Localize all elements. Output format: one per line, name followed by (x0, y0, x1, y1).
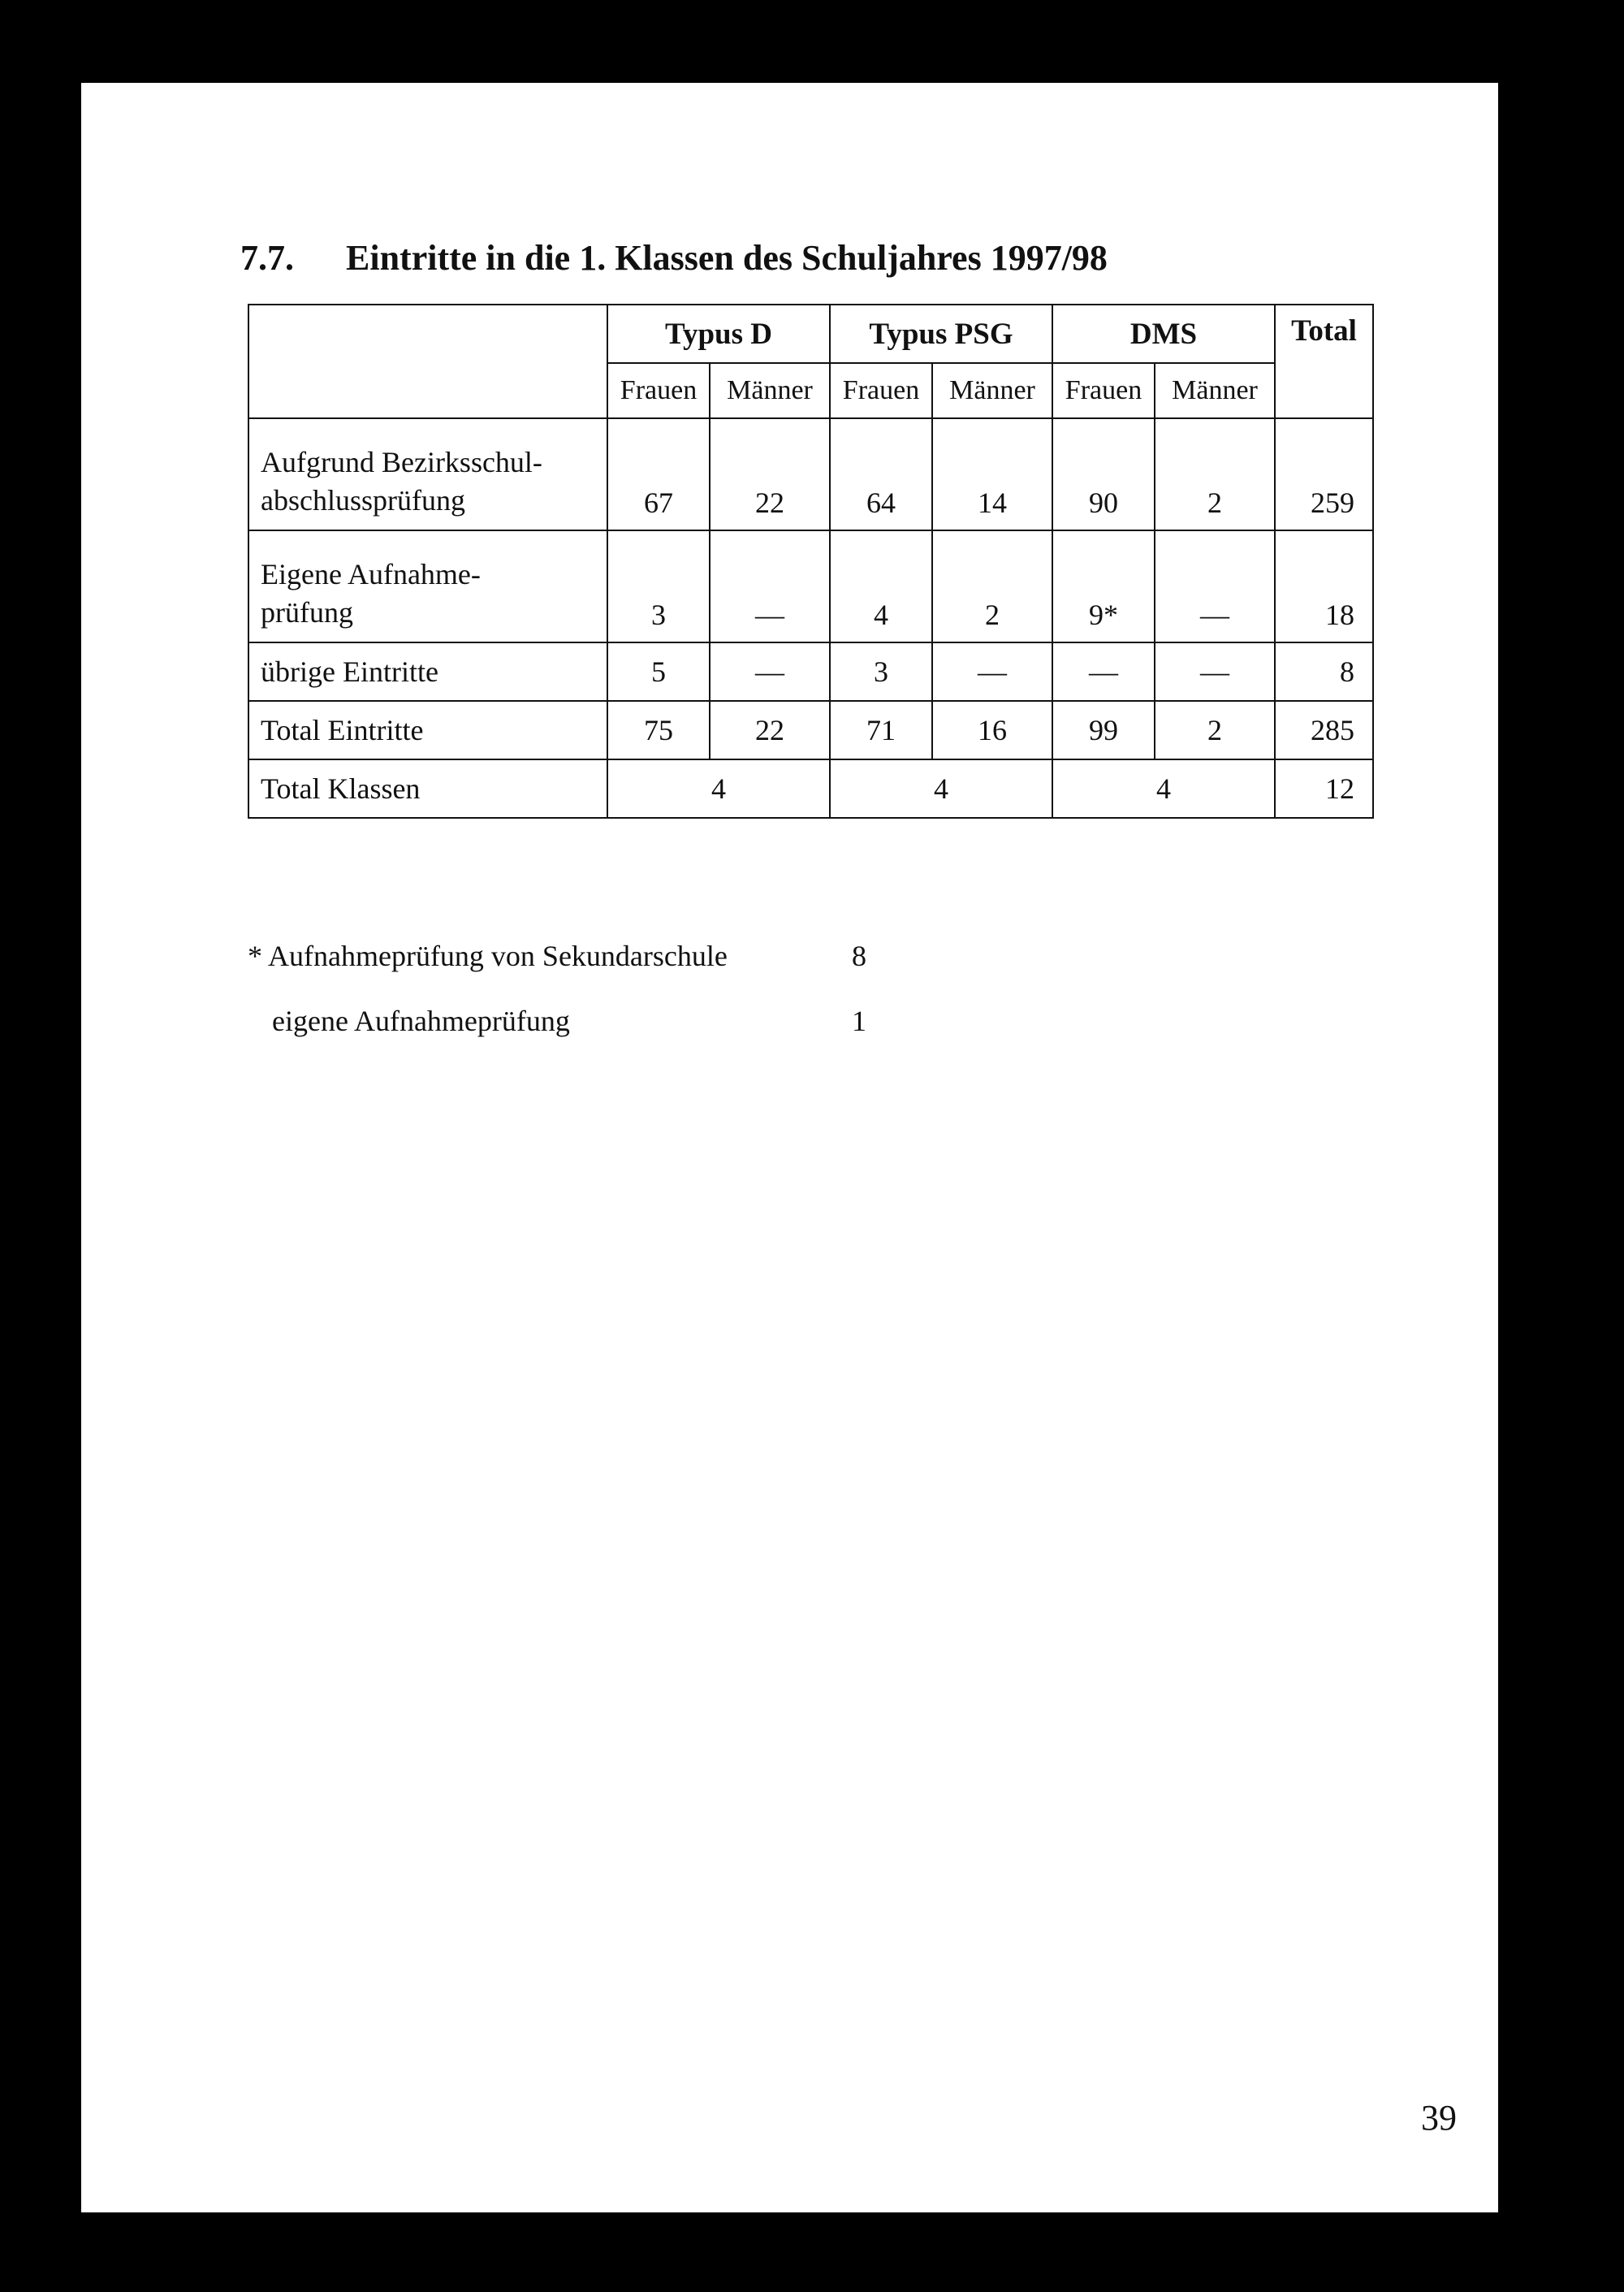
row-label: übrige Eintritte (248, 642, 607, 701)
table-cell: 22 (710, 701, 830, 759)
sub-header-cell: Frauen (607, 363, 710, 418)
row-label: Aufgrund Bezirksschul- abschlussprüfung (248, 418, 607, 530)
row-total: 12 (1275, 759, 1373, 818)
sub-header-cell: Männer (710, 363, 830, 418)
row-total: 8 (1275, 642, 1373, 701)
footnote-value: 1 (852, 1005, 866, 1037)
table-cell: 5 (607, 642, 710, 701)
header-dms: DMS (1052, 305, 1275, 363)
table-cell: 4 (830, 530, 932, 642)
table-cell: — (1155, 530, 1275, 642)
table-row (248, 530, 1373, 642)
table-cell: 75 (607, 701, 710, 759)
table-cell: 4 (1052, 759, 1275, 818)
footnote (248, 923, 866, 988)
row-total: 285 (1275, 701, 1373, 759)
header-typus-d: Typus D (607, 305, 830, 363)
row-total: 18 (1275, 530, 1373, 642)
table-cell: 3 (830, 642, 932, 701)
header-total: Total (1275, 305, 1373, 418)
table-cell: — (710, 642, 830, 701)
header-typus-psg: Typus PSG (830, 305, 1052, 363)
table-cell: — (1155, 642, 1275, 701)
table-cell: 4 (607, 759, 830, 818)
footnotes (248, 923, 866, 1053)
table-cell: 4 (830, 759, 1052, 818)
table-cell: — (932, 642, 1052, 701)
table-row (248, 642, 1373, 701)
table-cell: 71 (830, 701, 932, 759)
table-cell: 9* (1052, 530, 1155, 642)
row-label: Total Eintritte (248, 701, 607, 759)
table-cell: 3 (607, 530, 710, 642)
section-title: Eintritte in die 1. Klassen des Schuljahres 1997/98 (346, 238, 1108, 278)
sub-header-cell: Männer (1155, 363, 1275, 418)
table-cell: 64 (830, 418, 932, 530)
admissions-table (248, 304, 1374, 819)
group-header-row (248, 305, 1373, 363)
footnote-value: 8 (852, 940, 866, 972)
section-number: 7.7. (240, 238, 294, 278)
footnote-label: * Aufnahmeprüfung von Sekundarschule (248, 940, 728, 972)
footnote-label: eigene Aufnahmeprüfung (272, 1005, 570, 1037)
table-cell: 67 (607, 418, 710, 530)
sub-header-cell: Frauen (830, 363, 932, 418)
row-label: Eigene Aufnahme- prüfung (248, 530, 607, 642)
row-total: 259 (1275, 418, 1373, 530)
table-cell: — (710, 530, 830, 642)
classes-row (248, 759, 1373, 818)
page-number: 39 (1421, 2098, 1457, 2138)
table-cell: 2 (932, 530, 1052, 642)
table-cell: 14 (932, 418, 1052, 530)
corner-cell (248, 305, 607, 418)
table-cell: — (1052, 642, 1155, 701)
table-cell: 16 (932, 701, 1052, 759)
sub-header-cell: Männer (932, 363, 1052, 418)
table-cell: 22 (710, 418, 830, 530)
footnote (248, 988, 866, 1053)
table-cell: 2 (1155, 701, 1275, 759)
sub-header-cell: Frauen (1052, 363, 1155, 418)
table-cell: 99 (1052, 701, 1155, 759)
table-cell: 2 (1155, 418, 1275, 530)
document-page (81, 83, 1498, 2212)
section-heading (240, 237, 1108, 279)
table-row (248, 418, 1373, 530)
table-row (248, 701, 1373, 759)
table-cell: 90 (1052, 418, 1155, 530)
row-label: Total Klassen (248, 759, 607, 818)
